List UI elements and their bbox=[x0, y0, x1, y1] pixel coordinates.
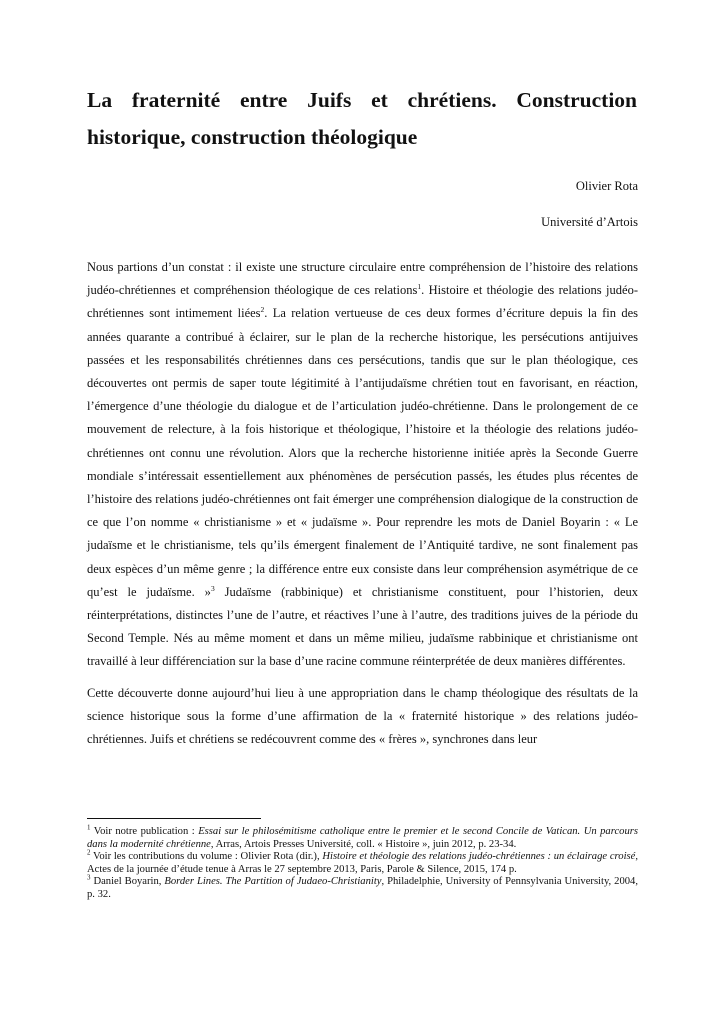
paragraph bbox=[87, 256, 638, 674]
footnote-text: , Philadelphie, University of Pennsylvania University, 2004, p. 32. bbox=[87, 876, 638, 900]
author-name: Olivier Rota bbox=[575, 179, 638, 193]
paragraph: Cette découverte donne aujourd’hui lieu à une appropriation dans le champ théologique des résultats de la science historique sous la forme d’une affirmation de la « fraternité historique » des relations judéo-chrétiennes. Juifs et chrétiens se redécouvrent comme des « frères », synchrones dans leur bbox=[87, 685, 638, 747]
footnote-title: Histoire et théologie des relations judéo-chrétiennes : un éclairage croisé bbox=[322, 851, 636, 863]
page-title: La fraternité entre Juifs et chrétiens. Construction historique, construction théologique bbox=[87, 88, 637, 149]
paragraph-text: . La relation vertueuse de ces deux formes d’écriture depuis la fin des années quarante a contribué à éclairer, sur le plan de la recherche historique, les persécutions antijuives passées et les responsabilités chrétiennes dans ces persécutions, tandis que sur le plan théologique, ces découvertes ont permis de saper toute légitimité à l’antijudaïsme chrétien tout en favorisant, en réaction, l’émergence d’une théologie du dialogue et de l’articulation judéo-chrétienne. Dans le prolongement de ce mouvement de relecture, à la fois historique et théologique, l’histoire et la théologie des relations judéo-chrétiennes ont connu une révolution. Alors que la recherche historienne initiée après la Seconde Guerre mondiale s’intéressait essentiellement aux phénomènes de persécution passés, les études plus récentes de l’histoire des relations judéo-chrétiennes ont fait émerger une compréhension dialogique de la construction de ce que l’on nomme « christianisme » et « judaïsme ». Pour reprendre les mots de Daniel Boyarin : « Le judaïsme et le christianisme, tels qu’ils émergent finalement de l’Antiquité tardive, ne sont finalement pas deux espèces d’un même genre ; la différence entre eux consiste dans leur compréhension asymétrique de ce qu’est le judaïsme. » bbox=[87, 306, 639, 599]
footnote-number: 1 bbox=[87, 823, 91, 832]
footnote-title: Essai sur le philosémitisme catholique entre le premier et le second Concile de Vatican. Un parcours dans la modernité chrétienne bbox=[87, 826, 638, 850]
footnote-number: 3 bbox=[87, 873, 91, 882]
footnote bbox=[87, 873, 638, 901]
paragraph-text: Judaïsme (rabbinique) et christianisme constituent, pour l’historien, deux réinterprétations, distinctes l’une de l’autre, et réactives l’une à l’autre, des traditions juives de la période du Second Temple. Nés au même moment et dans un même milieu, judaïsme rabbinique et christianisme ont travaillé à leur différenciation sur la base d’une racine commune réinterprétée de deux manières différentes. bbox=[87, 584, 638, 669]
footnote-text: Daniel Boyarin, bbox=[90, 876, 165, 888]
footnote-text: Voir les contributions du volume : Olivier Rota (dir.), bbox=[90, 851, 323, 863]
footnotes bbox=[87, 818, 638, 902]
footnote-ref: 1 bbox=[417, 282, 422, 292]
footnote-number: 2 bbox=[87, 848, 91, 857]
body-text bbox=[87, 256, 638, 759]
footnote-text: Voir notre publication : bbox=[90, 826, 199, 837]
footnote-divider bbox=[87, 818, 261, 819]
footnote-ref: 2 bbox=[260, 305, 265, 315]
footnote-title: Border Lines. The Partition of Judaeo-Christianity bbox=[164, 876, 382, 888]
author-block bbox=[541, 168, 638, 240]
footnote bbox=[87, 848, 638, 876]
footnote-text: , Actes de la journée d’étude tenue à Arras le 27 septembre 2013, Paris, Parole & Silence, 2015, 174 p. bbox=[87, 851, 638, 875]
author-affiliation: Université d’Artois bbox=[541, 215, 638, 229]
footnote-text: , Arras, Artois Presses Université, coll. « Histoire », juin 2012, p. 23-34. bbox=[210, 838, 517, 850]
paragraph-text: Nous partions d’un constat : il existe une structure circulaire entre compréhension de l’histoire des relations judéo-chrétiennes et compréhension théologique de ces relations bbox=[87, 260, 638, 298]
footnote bbox=[87, 823, 638, 851]
paragraph-text: . Histoire et théologie des relations judéo-chrétiennes sont intimement liées bbox=[87, 283, 638, 321]
footnote-ref: 3 bbox=[210, 583, 215, 593]
